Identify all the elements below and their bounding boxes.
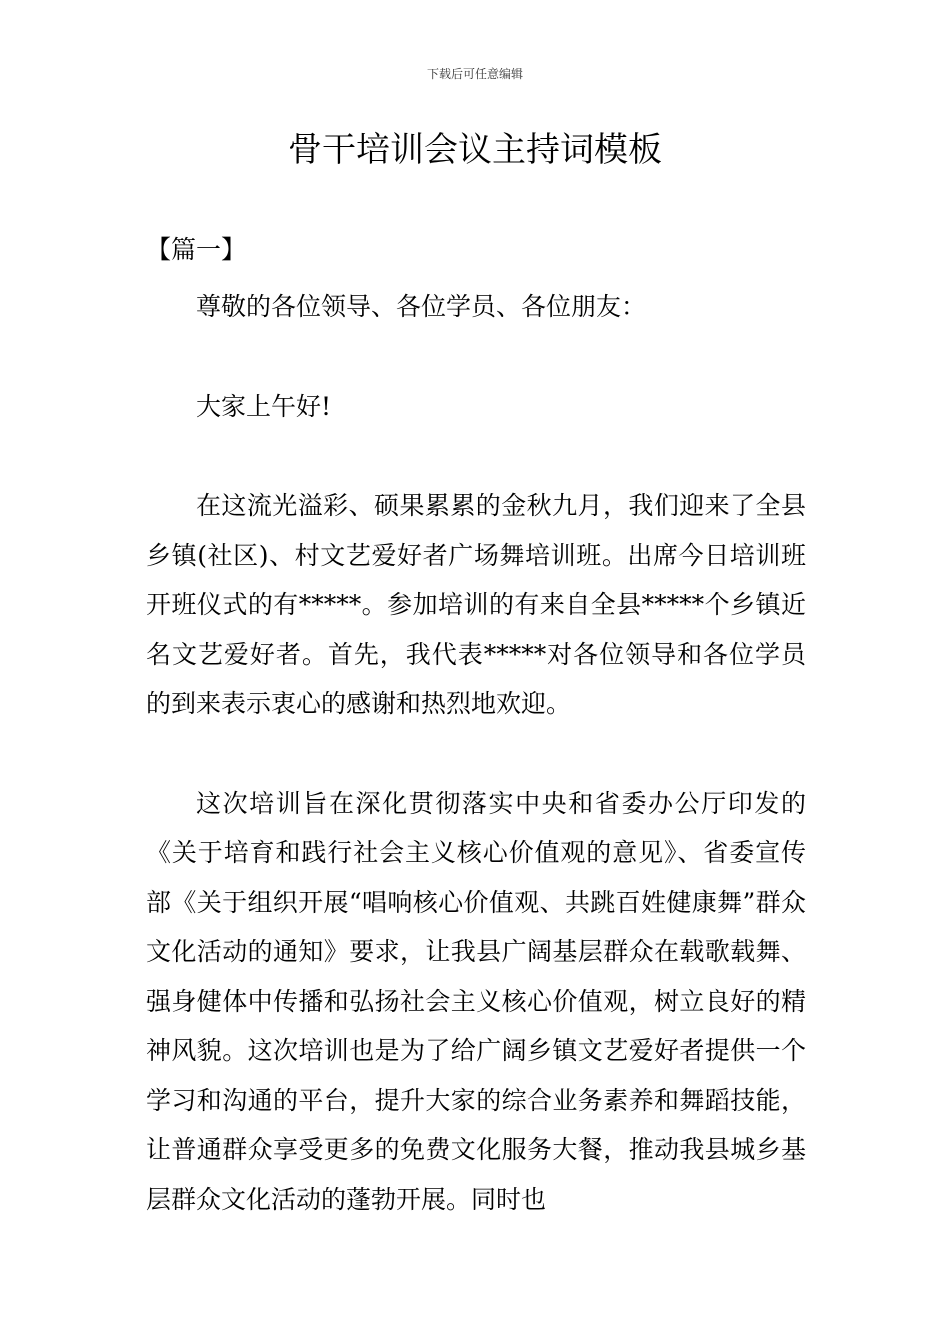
greeting-paragraph: 大家上午好! <box>196 391 332 421</box>
body-paragraph-1: 在这流光溢彩、硕果累累的金秋九月，我们迎来了全县乡镇(社区)、村文艺爱好者广场舞培训班。出席今日培训班开班仪式的有*****。参加培训的有来自全县*****个乡镇近名文艺爱好者。首先，我代表*****对各位领导和各位学员的到来表示衷心的感谢和热烈地欢迎。 <box>146 491 806 718</box>
page-title: 骨干培训会议主持词模板 <box>288 130 662 170</box>
section-label: 【篇一】 <box>146 235 247 264</box>
salutation-paragraph: 尊敬的各位领导、各位学员、各位朋友： <box>196 292 647 321</box>
header-note: 下载后可任意编辑 <box>426 67 523 81</box>
document-body <box>146 282 806 1224</box>
body-paragraph-2: 这次培训旨在深化贯彻落实中央和省委办公厅印发的《关于培育和践行社会主义核心价值观的意见》、省委宣传部《关于组织开展“唱响核心价值观、共跳百姓健康舞”群众文化活动的通知》要求，让我县广阔基层群众在载歌载舞、强身健体中传播和弘扬社会主义核心价值观，树立良好的精神风貌。这次培训也是为了给广阔乡镇文艺爱好者提供一个学习和沟通的平台，提升大家的综合业务素养和舞蹈技能，让普通群众享受更多的免费文化服务大餐，推动我县城乡基层群众文化活动的蓬勃开展。同时也 <box>146 788 806 1214</box>
